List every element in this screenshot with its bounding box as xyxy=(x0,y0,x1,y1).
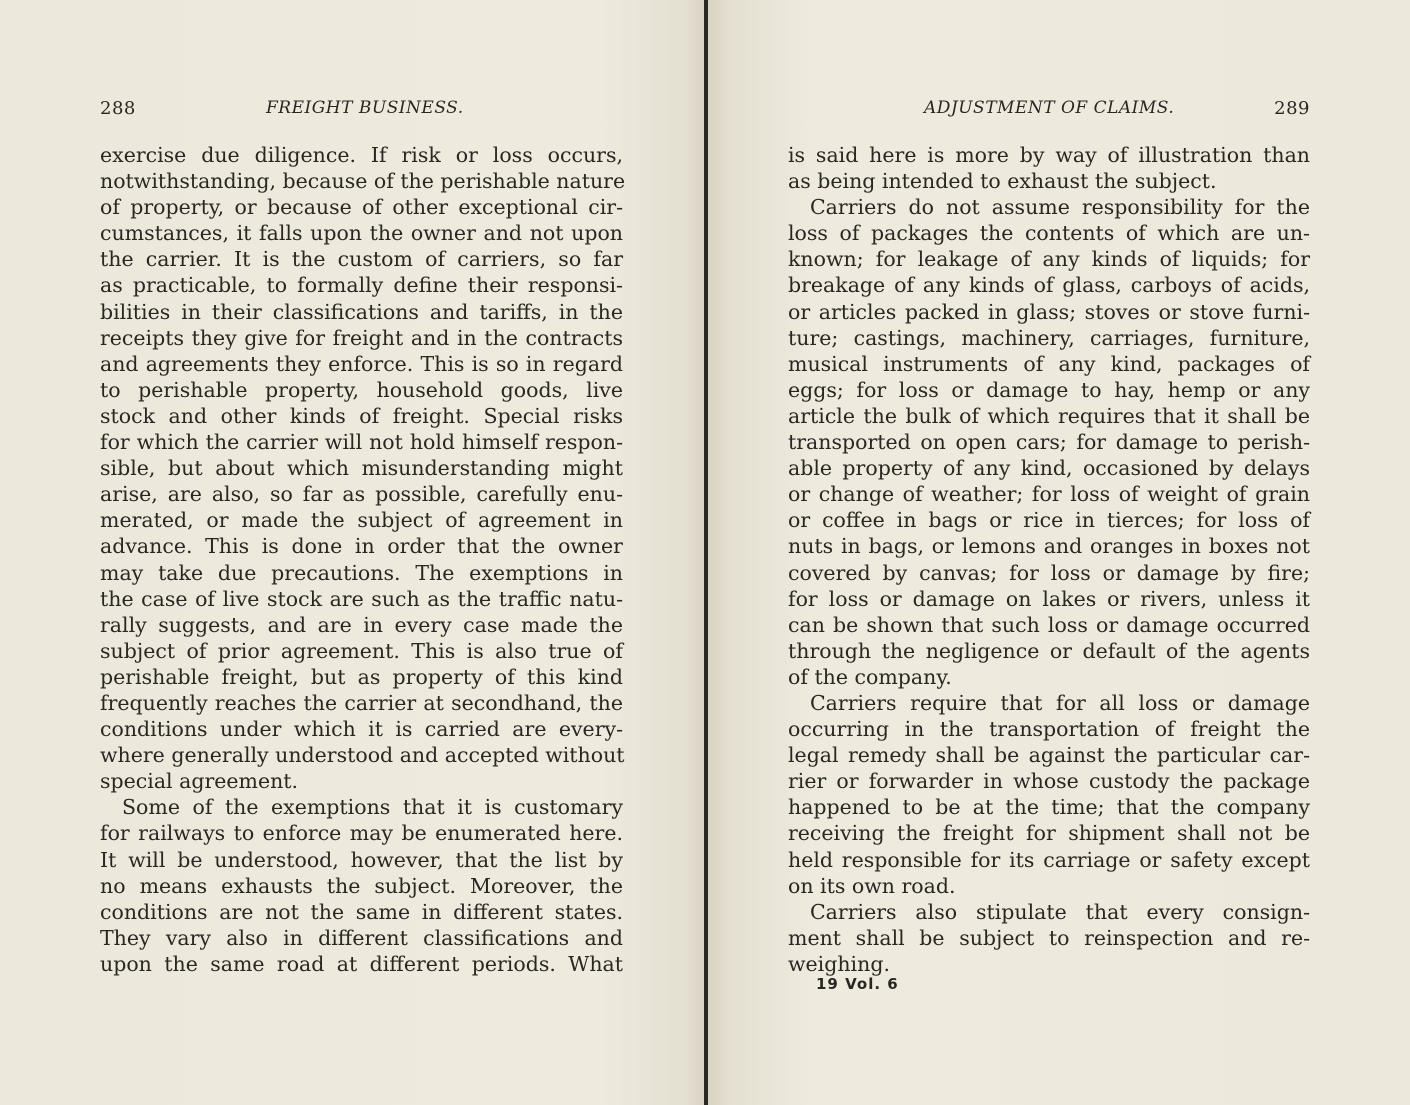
text-line: perishable freight, but as property of this kind xyxy=(100,664,623,689)
text-line: as being intended to exhaust the subject. xyxy=(788,169,1217,194)
text-line: breakage of any kinds of glass, carboys of acids, xyxy=(788,273,1310,298)
text-line: merated, or made the subject of agreement in xyxy=(100,508,623,533)
text-line: rier or forwarder in whose custody the package xyxy=(788,769,1310,794)
text-line: article the bulk of which requires that it shall be xyxy=(788,403,1310,428)
text-line: ment shall be subject to reinspection and re- xyxy=(788,925,1310,950)
page-number: 289 xyxy=(1274,98,1310,119)
text-line: special agreement. xyxy=(100,769,299,794)
text-line: occurring in the transportation of freight the xyxy=(788,717,1310,742)
text-line: on its own road. xyxy=(788,873,956,898)
text-line: Carriers do not assume responsibility for the xyxy=(810,195,1310,220)
text-line: upon the same road at different periods. What xyxy=(100,951,623,976)
text-line: weighing. xyxy=(788,951,890,976)
text-line: Some of the exemptions that it is customary xyxy=(122,795,623,820)
text-line: or articles packed in glass; stoves or stove furni- xyxy=(788,299,1310,324)
printer-signature-mark: 19 Vol. 6 xyxy=(816,975,899,993)
page-number: 288 xyxy=(100,98,136,119)
right-page-header xyxy=(788,98,1310,122)
text-line: It will be understood, however, that the list by xyxy=(100,847,623,872)
text-line: or coffee in bags or rice in tierces; for loss of xyxy=(788,508,1310,533)
text-line: for loss or damage on lakes or rivers, unless it xyxy=(788,586,1310,611)
text-line: may take due precautions. The exemptions in xyxy=(100,560,623,585)
text-line: rally suggests, and are in every case made the xyxy=(100,612,623,637)
text-line: conditions under which it is carried are every- xyxy=(100,717,623,742)
text-line: musical instruments of any kind, packages of xyxy=(788,351,1310,376)
text-line: stock and other kinds of freight. Special risks xyxy=(100,403,623,428)
text-line: Carriers require that for all loss or damage xyxy=(810,690,1310,715)
text-line: bilities in their classifications and tariffs, in the xyxy=(100,299,623,324)
text-line: the carrier. It is the custom of carriers, so far xyxy=(100,247,623,272)
text-line: known; for leakage of any kinds of liquids; for xyxy=(788,247,1310,272)
text-line: receiving the freight for shipment shall not be xyxy=(788,821,1310,846)
text-line: receipts they give for freight and in the contracts xyxy=(100,325,623,350)
text-line: nuts in bags, or lemons and oranges in boxes not xyxy=(788,534,1310,559)
text-line: advance. This is done in order that the owner xyxy=(100,534,623,559)
text-line: eggs; for loss or damage to hay, hemp or any xyxy=(788,377,1310,402)
text-line: and agreements they enforce. This is so in regard xyxy=(100,351,623,376)
text-line: for railways to enforce may be enumerated here. xyxy=(100,821,623,846)
text-line: for which the carrier will not hold himself respon- xyxy=(100,430,623,455)
left-page-header xyxy=(100,98,625,122)
text-line: conditions are not the same in different states. xyxy=(100,899,623,924)
text-line: is said here is more by way of illustration than xyxy=(788,143,1310,167)
text-line: or change of weather; for loss of weight of grain xyxy=(788,482,1310,507)
text-line: held responsible for its carriage or safety except xyxy=(788,847,1310,872)
right-page-body xyxy=(788,142,1310,977)
text-line: subject of prior agreement. This is also true of xyxy=(100,638,623,663)
text-line: transported on open cars; for damage to perish- xyxy=(788,430,1310,455)
text-line: exercise due diligence. If risk or loss occurs, xyxy=(100,143,623,167)
text-line: Carriers also stipulate that every consign- xyxy=(810,899,1310,924)
text-line: legal remedy shall be against the particular car- xyxy=(788,743,1310,768)
text-line: of property, or because of other exceptional cir- xyxy=(100,195,623,220)
text-line: loss of packages the contents of which are un- xyxy=(788,221,1310,246)
text-line: happened to be at the time; that the company xyxy=(788,795,1310,820)
text-line: through the negligence or default of the agents xyxy=(788,638,1310,663)
text-line: frequently reaches the carrier at secondhand, the xyxy=(100,690,623,715)
text-line: able property of any kind, occasioned by delays xyxy=(788,456,1310,481)
text-line: covered by canvas; for loss or damage by fire; xyxy=(788,560,1310,585)
text-line: cumstances, it falls upon the owner and not upon xyxy=(100,221,623,246)
left-page-body xyxy=(100,142,626,977)
text-line: can be shown that such loss or damage occurred xyxy=(788,612,1310,637)
text-line: sible, but about which misunderstanding might xyxy=(100,456,623,481)
text-line: where generally understood and accepted without xyxy=(100,743,625,768)
running-head: FREIGHT BUSINESS. xyxy=(266,98,464,118)
text-line: as practicable, to formally define their responsi- xyxy=(100,273,623,298)
text-line: to perishable property, household goods, live xyxy=(100,377,623,402)
text-line: arise, are also, so far as possible, carefully enu- xyxy=(100,482,623,507)
text-line: no means exhausts the subject. Moreover, the xyxy=(100,873,623,898)
running-head: ADJUSTMENT OF CLAIMS. xyxy=(924,98,1175,118)
text-line: ture; castings, machinery, carriages, furniture, xyxy=(788,325,1310,350)
text-line: the case of live stock are such as the traffic natu- xyxy=(100,586,623,611)
text-line: of the company. xyxy=(788,664,952,689)
text-line: They vary also in different classifications and xyxy=(100,925,623,950)
right-page xyxy=(708,0,1410,1105)
text-line: notwithstanding, because of the perishable nature xyxy=(100,169,626,194)
